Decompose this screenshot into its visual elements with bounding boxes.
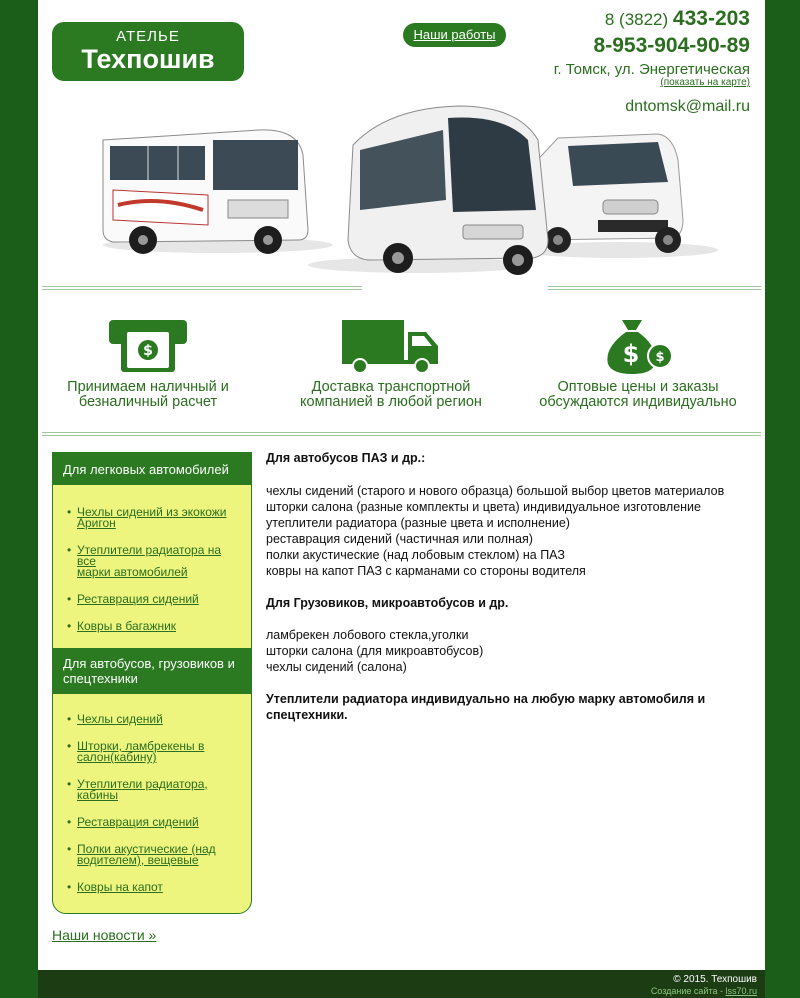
copyright: © 2015. Техпошив <box>673 974 757 985</box>
content-line: утеплители радиатора (разные цвета и исполнение) <box>266 516 570 530</box>
sidebar-item[interactable]: • Реставрация сидений <box>67 817 241 828</box>
content-line: чехлы сидений (салона) <box>266 660 407 674</box>
show-on-map-link[interactable]: (показать на карте) <box>660 77 750 88</box>
sidebar-section-cars: Для легковых автомобилей <box>53 453 251 485</box>
sidebar-item[interactable]: • Ковры на капот <box>67 882 241 893</box>
sidebar-item[interactable]: • Чехлы сидений <box>67 714 241 725</box>
page <box>38 0 765 998</box>
sidebar-item[interactable]: • Утеплители радиатора на все марки автомобилей <box>67 545 241 578</box>
sidebar <box>52 452 252 914</box>
sidebar-item[interactable]: • Реставрация сидений <box>67 594 241 605</box>
divider <box>42 286 362 290</box>
cash-card-icon <box>107 318 189 374</box>
svg-text:$: $ <box>622 340 640 368</box>
content-line: шторки салона (разные комплекты и цвета) индивидуальное изготовление <box>266 500 701 514</box>
content-line: реставрация сидений (частичная или полная) <box>266 532 533 546</box>
news-link[interactable]: Наши новости » <box>52 927 157 943</box>
sidebar-item[interactable]: • Чехлы сидений из экокожи Аригон <box>67 507 241 529</box>
divider <box>548 286 761 290</box>
sidebar-list-cars <box>53 485 251 632</box>
sidebar-item[interactable]: • Полки акустические (над водителем), вещевые <box>67 844 241 866</box>
paz-bus-icon <box>103 130 308 254</box>
email[interactable]: dntomsk@mail.ru <box>625 98 750 115</box>
site-credit: Создание сайта - lss70.ru <box>650 986 757 996</box>
logo[interactable] <box>52 22 244 81</box>
svg-text:$: $ <box>655 350 665 365</box>
content-line: полки акустические (над лобовым стеклом) на ПАЗ <box>266 548 565 562</box>
content-line: шторки салона (для микроавтобусов) <box>266 644 484 658</box>
content-heading: Для Грузовиков, микроавтобусов и др. <box>266 596 509 610</box>
sidebar-item[interactable]: • Утеплители радиатора, кабины <box>67 779 241 801</box>
footer <box>38 970 765 998</box>
phone-landline: 8 (3822) 433-203 <box>604 7 750 30</box>
sidebar-item[interactable]: • Шторки, ламбрекены в салон(кабину) <box>67 741 241 763</box>
feature-delivery: Доставка транспортной компанией в любой регион <box>286 318 496 410</box>
delivery-truck-icon <box>340 318 442 374</box>
phone-mobile: 8-953-904-90-89 <box>593 34 750 57</box>
logo-title: Техпошив <box>81 44 215 74</box>
vehicles-image <box>98 100 718 285</box>
content-note: Утеплители радиатора индивидуально на любую марку автомобиля и спецтехники. <box>266 692 706 722</box>
site-credit-link[interactable]: lss70.ru <box>725 986 757 996</box>
content-line: чехлы сидений (старого и нового образца) большой выбор цветов материалов <box>266 484 725 498</box>
van-icon <box>526 134 683 253</box>
money-bag-icon <box>602 318 674 374</box>
feature-wholesale: $ $ Оптовые цены и заказы обсуждаются индивидуально <box>528 318 748 410</box>
feature-payment: $ Принимаем наличный и безналичный расчет <box>48 318 248 410</box>
divider <box>42 432 761 436</box>
sidebar-list-buses <box>53 694 251 893</box>
our-works-button[interactable]: Наши работы <box>403 23 506 47</box>
address: г. Томск, ул. Энергетическая <box>553 61 750 78</box>
svg-text:$: $ <box>143 343 153 359</box>
content-heading: Для автобусов ПАЗ и др.: <box>266 451 426 465</box>
coach-bus-icon <box>348 106 548 275</box>
content-line: ламбрекен лобового стекла,уголки <box>266 628 469 642</box>
sidebar-section-buses: Для автобусов, грузовиков и спецтехники <box>53 648 251 694</box>
sidebar-item[interactable]: • Ковры в багажник <box>67 621 241 632</box>
content-line: ковры на капот ПАЗ с карманами со стороны водителя <box>266 564 586 578</box>
main-content <box>266 450 746 723</box>
logo-subtitle: АТЕЛЬЕ <box>116 28 180 45</box>
